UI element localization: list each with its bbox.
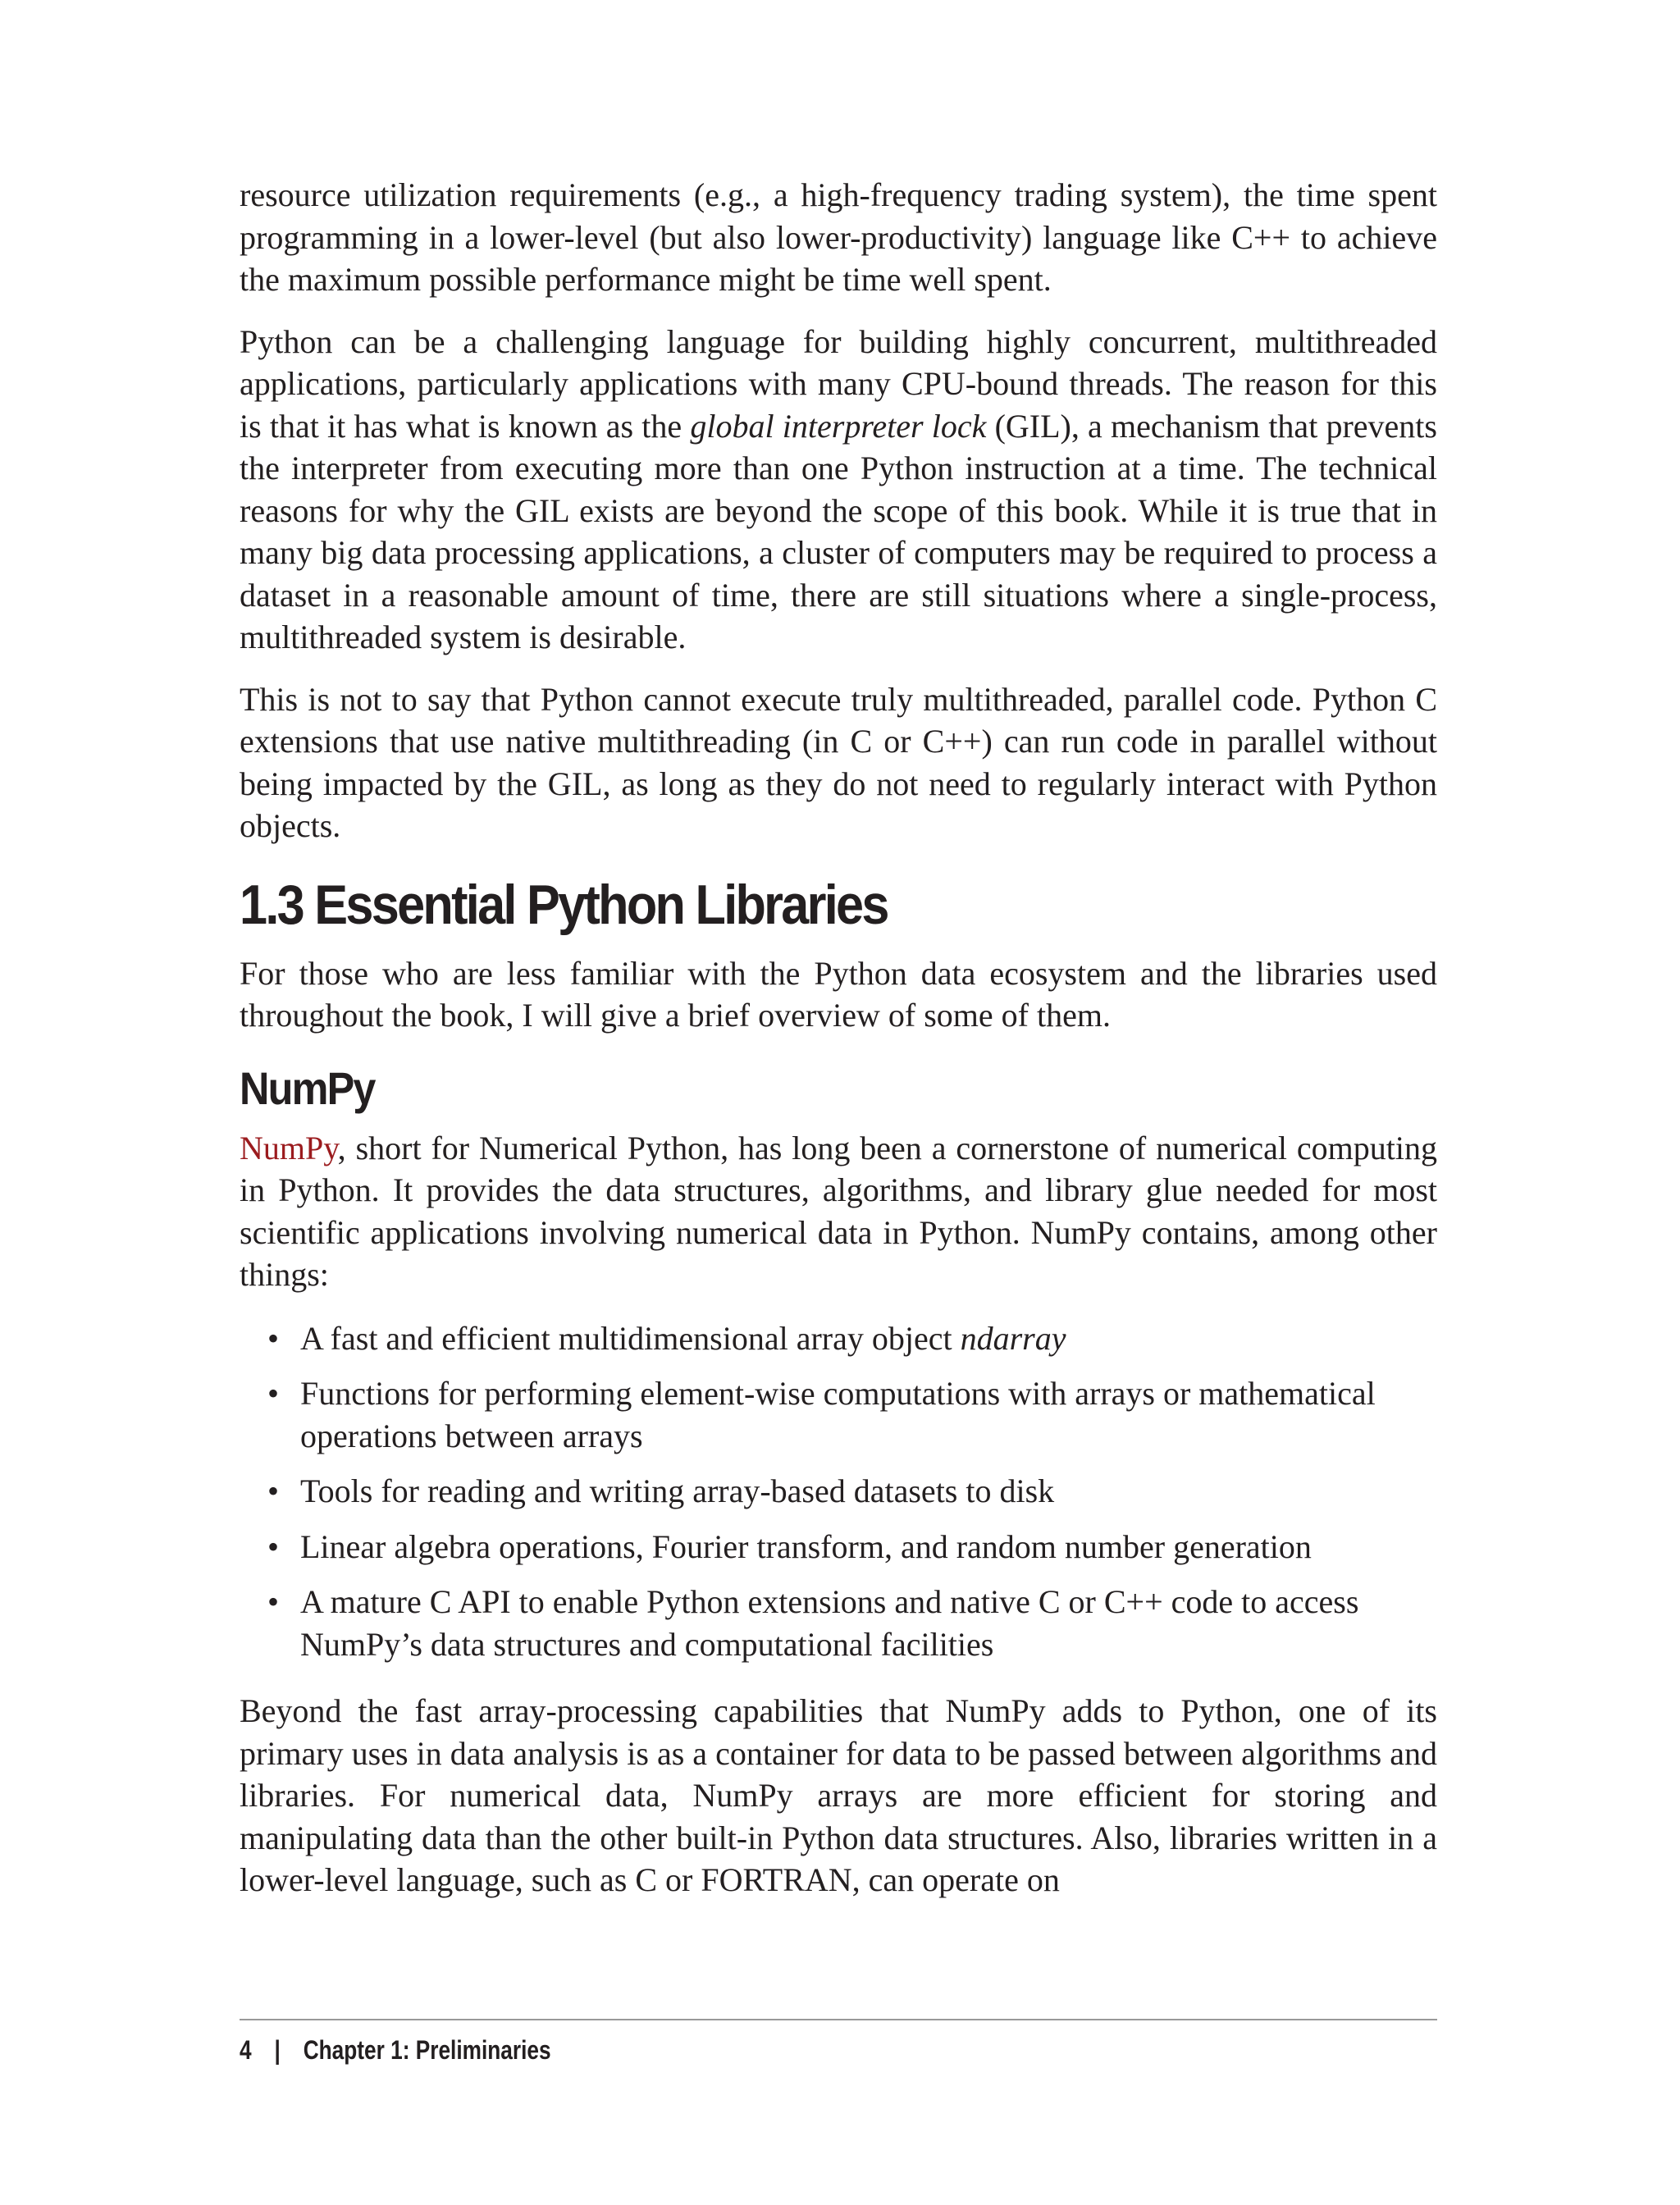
numpy-link[interactable]: NumPy (240, 1129, 338, 1166)
footer-separator: | (274, 2035, 281, 2065)
list-item-text: Tools for reading and writing array-based datasets to disk (300, 1472, 1055, 1509)
paragraph-gil-text-after: (GIL), a mechanism that prevents the interpreter from executing more than one Python instruction at a time. The technical reasons for why the GIL exists are beyond the scope of this book. While it is true that in many big data processing applications, a cluster of computers may be required to process a dataset in a reasonable amount of time, there are still situations where a single-process, multithreaded system is desirable. (240, 407, 1437, 655)
bullet-icon: • (267, 1472, 280, 1509)
paragraph-gil-text-before: Python can be a challenging language for building highly concurrent, multithreaded applications, particularly applications with many CPU-bound threads. The reason for this is that it has what is known as the (240, 322, 1437, 445)
section-heading: 1.3 Essential Python Libraries (240, 873, 888, 936)
list-item-text: Linear algebra operations, Fourier transform, and random number generation (300, 1527, 1312, 1565)
footer-text (240, 2035, 1221, 2066)
numpy-intro (240, 1127, 1437, 1296)
list-item (240, 1581, 1437, 1665)
paragraph-resource-utilization: resource utilization requirements (e.g., a high-frequency trading system), the time spent programming in a lower-level (but also lower-productivity) language like C++ to achieve the maximum possible performance might be time well spent. (240, 176, 1437, 298)
term-ndarray: ndarray (960, 1319, 1066, 1357)
numpy-features-list (240, 1317, 1437, 1666)
bullet-icon: • (267, 1527, 280, 1565)
list-item (240, 1470, 1437, 1513)
list-item (240, 1526, 1437, 1568)
list-item (240, 1317, 1437, 1360)
bullet-icon: • (267, 1375, 280, 1412)
page-number: 4 (240, 2035, 252, 2065)
page-body (240, 174, 1437, 1921)
list-item (240, 1372, 1437, 1457)
numpy-intro-text: , short for Numerical Python, has long been a cornerstone of numerical computing in Python. It provides the data structures, algorithms, and library glue needed for most scientific applications involving numerical data in Python. NumPy contains, among other things: (240, 1129, 1437, 1293)
paragraph-gil (240, 321, 1437, 659)
term-global-interpreter-lock: global interpreter lock (690, 407, 987, 445)
page-footer (240, 2019, 1437, 2066)
chapter-title: Chapter 1: Preliminaries (303, 2035, 551, 2065)
numpy-closing-paragraph: Beyond the fast array-processing capabilities that NumPy adds to Python, one of its primary uses in data analysis is as a container for data to be passed between algorithms and libraries. For numerical data, NumPy arrays are more efficient for storing and manipulating data than the other built-in Python data structures. Also, libraries written in a lower-level language, such as C or FORTRAN, can operate on (240, 1692, 1437, 1898)
list-item-text: Functions for performing element-wise computations with arrays or mathematical operations between arrays (300, 1375, 1376, 1454)
paragraph-multithreaded: This is not to say that Python cannot execute truly multithreaded, parallel code. Python C extensions that use native multithreading (in C or C++) can run code in parallel without being impacted by the GIL, as long as they do not need to regularly interact with Python objects. (240, 680, 1437, 844)
list-item-text: A mature C API to enable Python extensions and native C or C++ code to access NumPy’s data structures and computational facilities (300, 1583, 1359, 1663)
section-intro: For those who are less familiar with the Python data ecosystem and the libraries used throughout the book, I will give a brief overview of some of them. (240, 954, 1437, 1034)
numpy-heading: NumPy (240, 1061, 375, 1114)
list-item-text: A fast and efficient multidimensional array object (300, 1319, 961, 1357)
bullet-icon: • (267, 1583, 280, 1620)
bullet-icon: • (267, 1319, 280, 1357)
